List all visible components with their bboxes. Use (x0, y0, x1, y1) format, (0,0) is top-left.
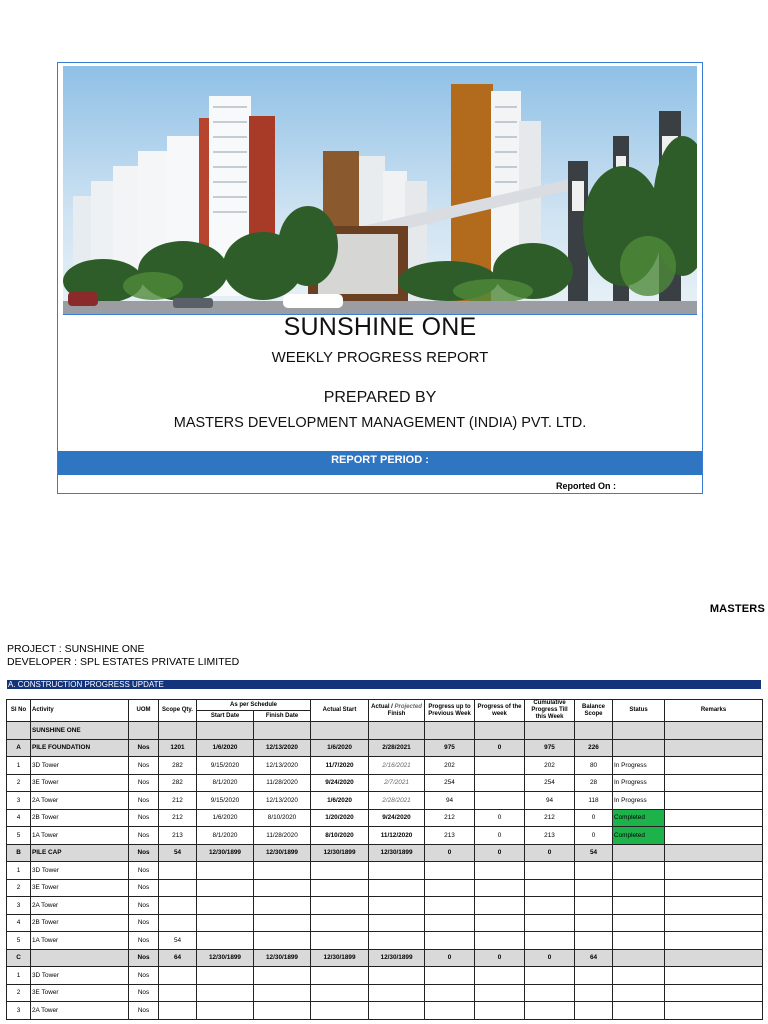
cell-start (197, 914, 254, 932)
cell-cum: 0 (525, 844, 575, 862)
cell-start: 1/6/2020 (197, 739, 254, 757)
cell-finish: 8/10/2020 (254, 809, 311, 827)
cell-bal (575, 1002, 613, 1020)
cell-scope (159, 1002, 197, 1020)
table-row (7, 757, 763, 775)
cell-remarks (665, 949, 763, 967)
cell-remarks (665, 897, 763, 915)
cell-cum: 212 (525, 809, 575, 827)
cell-remarks (665, 1002, 763, 1020)
table-row (7, 897, 763, 915)
cell-start (197, 879, 254, 897)
cell-finish: 12/30/1899 (254, 949, 311, 967)
cell-bal: 226 (575, 739, 613, 757)
cell-sl: 2 (7, 984, 31, 1002)
cell-start: 9/15/2020 (197, 792, 254, 810)
cell-afinish: 2/16/2021 (369, 757, 425, 775)
company-name: MASTERS DEVELOPMENT MANAGEMENT (INDIA) PVT. LTD. (173, 415, 587, 431)
cell-remarks (665, 809, 763, 827)
cell-status: Completed (613, 809, 665, 827)
cell-sl: 3 (7, 1002, 31, 1020)
cell-uom: Nos (129, 862, 159, 880)
cell-status (613, 932, 665, 950)
cell-astart: 11/7/2020 (311, 757, 369, 775)
prepared-by-label: PREPARED BY (323, 389, 437, 406)
cell-cum (525, 1002, 575, 1020)
cell-remarks (665, 827, 763, 845)
cell-uom: Nos (129, 774, 159, 792)
cell-cum (525, 932, 575, 950)
cell-scope: 282 (159, 774, 197, 792)
cell-uom: Nos (129, 914, 159, 932)
cell-astart (311, 897, 369, 915)
cell-uom: Nos (129, 739, 159, 757)
col-status: Status (613, 700, 665, 722)
cell-start: 12/30/1899 (197, 949, 254, 967)
table-row (7, 914, 763, 932)
cell-finish: 12/30/1899 (254, 844, 311, 862)
cell-scope (159, 967, 197, 985)
cell-week (475, 792, 525, 810)
cell-bal (575, 897, 613, 915)
cell-bal: 54 (575, 844, 613, 862)
cell-finish (254, 984, 311, 1002)
cover-page (57, 62, 703, 494)
table-row (7, 774, 763, 792)
cell-sl: 1 (7, 757, 31, 775)
cell-uom: Nos (129, 932, 159, 950)
cell-status (613, 914, 665, 932)
cell-finish: 12/13/2020 (254, 757, 311, 775)
cell-status (613, 844, 665, 862)
cell-astart: 9/24/2020 (311, 774, 369, 792)
cell-status (613, 879, 665, 897)
project-row (7, 722, 763, 740)
cell-uom: Nos (129, 879, 159, 897)
cell-scope: 212 (159, 809, 197, 827)
cell-remarks (665, 774, 763, 792)
building-render-illustration (63, 66, 697, 314)
cell-astart (311, 932, 369, 950)
cell-cum: 254 (525, 774, 575, 792)
cell-astart: 12/30/1899 (311, 844, 369, 862)
cell-afinish: 11/12/2020 (369, 827, 425, 845)
cell-act: 1A Tower (31, 932, 129, 950)
cell-uom: Nos (129, 844, 159, 862)
cell-week (475, 897, 525, 915)
cell-status (613, 897, 665, 915)
cell-finish (254, 932, 311, 950)
cell-uom: Nos (129, 827, 159, 845)
cell-bal: 80 (575, 757, 613, 775)
cell-sl: 1 (7, 967, 31, 985)
cell-finish (254, 1002, 311, 1020)
cell-bal: 118 (575, 792, 613, 810)
cell-bal (575, 914, 613, 932)
report-period-label: REPORT PERIOD : (331, 454, 429, 466)
cell-prev: 94 (425, 792, 475, 810)
cell-remarks (665, 932, 763, 950)
cell-finish: 11/28/2020 (254, 827, 311, 845)
cell-cum: 975 (525, 739, 575, 757)
cell-scope (159, 879, 197, 897)
cell-prev: 212 (425, 809, 475, 827)
cell-remarks (665, 879, 763, 897)
cell-scope: 54 (159, 844, 197, 862)
cell-sl: 5 (7, 932, 31, 950)
col-sl-no: Sl No (7, 700, 31, 722)
cell-uom: Nos (129, 1002, 159, 1020)
cell-scope: 212 (159, 792, 197, 810)
table-row (7, 792, 763, 810)
cell-bal (575, 862, 613, 880)
cell-sl: 4 (7, 914, 31, 932)
cell-finish: 11/28/2020 (254, 774, 311, 792)
table-row (7, 862, 763, 880)
cell-week (475, 984, 525, 1002)
cell-finish: 12/13/2020 (254, 792, 311, 810)
cell-start: 8/1/2020 (197, 827, 254, 845)
table-row (7, 932, 763, 950)
col-activity: Activity (31, 700, 129, 722)
cell-afinish: 2/28/2021 (369, 792, 425, 810)
cell-afinish (369, 862, 425, 880)
cell-scope: 64 (159, 949, 197, 967)
cell-status (613, 1002, 665, 1020)
table-row (7, 984, 763, 1002)
cell-prev: 254 (425, 774, 475, 792)
cell-cum: 0 (525, 949, 575, 967)
col-finish-date: Finish Date (254, 711, 311, 722)
col-uom: UOM (129, 700, 159, 722)
col-start-date: Start Date (197, 711, 254, 722)
progress-table (6, 699, 763, 1020)
cell-bal: 64 (575, 949, 613, 967)
cell-remarks (665, 792, 763, 810)
cell-week: 0 (475, 949, 525, 967)
cell-prev (425, 862, 475, 880)
developer-line: DEVELOPER : SPL ESTATES PRIVATE LIMITED (7, 656, 240, 668)
cell-week (475, 967, 525, 985)
cell-act: 3D Tower (31, 862, 129, 880)
cell-act: 2B Tower (31, 914, 129, 932)
cell-afinish: 2/7/2021 (369, 774, 425, 792)
cell-afinish (369, 897, 425, 915)
col-remarks: Remarks (665, 700, 763, 722)
section-title: A. CONSTRUCTION PROGRESS UPDATE (7, 680, 761, 689)
cover-title: SUNSHINE ONE (283, 313, 477, 341)
cell-bal: 0 (575, 827, 613, 845)
col-actual-start: Actual Start (311, 700, 369, 722)
cell-act: PILE FOUNDATION (31, 739, 129, 757)
cell-week: 0 (475, 739, 525, 757)
cell-finish: 12/13/2020 (254, 739, 311, 757)
col-cumulative: Cumulative Progress Till this Week (525, 700, 575, 722)
cell-sl: 2 (7, 879, 31, 897)
cell-uom: Nos (129, 949, 159, 967)
cell-status (613, 739, 665, 757)
col-actual-finish (369, 700, 425, 722)
project-info (7, 643, 239, 669)
cell-week (475, 879, 525, 897)
cell-week (475, 757, 525, 775)
cell-remarks (665, 967, 763, 985)
cell-status (613, 862, 665, 880)
report-period-bar (58, 451, 702, 475)
cell-cum (525, 879, 575, 897)
cell-bal (575, 879, 613, 897)
cell-status (613, 967, 665, 985)
cell-week (475, 862, 525, 880)
cell-prev: 213 (425, 827, 475, 845)
table-row (7, 809, 763, 827)
cell-start (197, 897, 254, 915)
cover-subtitle: WEEKLY PROGRESS REPORT (271, 349, 489, 366)
cell-finish (254, 967, 311, 985)
cell-act: PILE CAP (31, 844, 129, 862)
cell-cum (525, 914, 575, 932)
project-line: PROJECT : SUNSHINE ONE (7, 643, 145, 655)
cell-status: In Progress (613, 774, 665, 792)
cell-cum (525, 897, 575, 915)
cell-status: In Progress (613, 757, 665, 775)
cell-cum (525, 967, 575, 985)
cell-start: 12/30/1899 (197, 844, 254, 862)
cell-prev: 0 (425, 949, 475, 967)
cell-status (613, 984, 665, 1002)
table-row (7, 1002, 763, 1020)
cell-afinish: 2/28/2021 (369, 739, 425, 757)
cell-astart (311, 914, 369, 932)
cell-sl: 3 (7, 897, 31, 915)
cell-astart (311, 984, 369, 1002)
cell-afinish: 12/30/1899 (369, 844, 425, 862)
cell-bal: 28 (575, 774, 613, 792)
cell-cum (525, 984, 575, 1002)
cell-prev (425, 1002, 475, 1020)
cell-prev (425, 897, 475, 915)
cell-remarks (665, 984, 763, 1002)
cell-remarks (665, 862, 763, 880)
cell-uom: Nos (129, 967, 159, 985)
cell-prev: 0 (425, 844, 475, 862)
projected-label: Projected (394, 703, 422, 710)
cell-act: 3D Tower (31, 967, 129, 985)
reported-on-label: Reported On : (556, 481, 616, 491)
cell-start (197, 932, 254, 950)
cell-cum: 202 (525, 757, 575, 775)
cell-scope (159, 984, 197, 1002)
cell-sl: 1 (7, 862, 31, 880)
cell-sl: A (7, 739, 31, 757)
cell-remarks (665, 757, 763, 775)
cell-cum (525, 862, 575, 880)
cell-scope: 1201 (159, 739, 197, 757)
cell-sl: C (7, 949, 31, 967)
cell-scope: 213 (159, 827, 197, 845)
finish-label: Finish (387, 710, 406, 717)
cell-afinish: 12/30/1899 (369, 949, 425, 967)
cell-status (613, 949, 665, 967)
cell-act: 3E Tower (31, 984, 129, 1002)
cell-uom: Nos (129, 757, 159, 775)
cell-astart (311, 1002, 369, 1020)
cell-start (197, 967, 254, 985)
table-row (7, 967, 763, 985)
cell-remarks (665, 844, 763, 862)
cell-act: 3D Tower (31, 757, 129, 775)
project-row-label: SUNSHINE ONE (31, 722, 129, 740)
cell-act: 3E Tower (31, 774, 129, 792)
cell-finish (254, 879, 311, 897)
cell-afinish (369, 967, 425, 985)
cell-prev (425, 967, 475, 985)
cell-week (475, 932, 525, 950)
cell-week: 0 (475, 827, 525, 845)
cell-prev (425, 932, 475, 950)
table-row (7, 879, 763, 897)
table-group-row (7, 844, 763, 862)
table-group-row (7, 949, 763, 967)
cell-astart: 8/10/2020 (311, 827, 369, 845)
cell-prev: 975 (425, 739, 475, 757)
cell-week: 0 (475, 809, 525, 827)
cell-afinish: 9/24/2020 (369, 809, 425, 827)
cell-astart (311, 879, 369, 897)
cell-bal (575, 967, 613, 985)
cell-afinish (369, 1002, 425, 1020)
cell-start: 1/6/2020 (197, 809, 254, 827)
cell-sl: 3 (7, 792, 31, 810)
cell-act: 2A Tower (31, 897, 129, 915)
cell-scope: 282 (159, 757, 197, 775)
col-this-week: Progress of the week (475, 700, 525, 722)
cell-astart: 12/30/1899 (311, 949, 369, 967)
cell-start (197, 862, 254, 880)
cell-sl: 4 (7, 809, 31, 827)
cell-prev (425, 914, 475, 932)
table-group-row (7, 739, 763, 757)
cell-bal (575, 984, 613, 1002)
cell-finish (254, 897, 311, 915)
col-scope: Scope Qty. (159, 700, 197, 722)
cell-prev (425, 984, 475, 1002)
col-prev-week: Progress up to Previous Week (425, 700, 475, 722)
cell-scope (159, 914, 197, 932)
cell-astart (311, 967, 369, 985)
cell-astart: 1/6/2020 (311, 739, 369, 757)
cell-scope: 54 (159, 932, 197, 950)
cell-status: Completed (613, 827, 665, 845)
cell-week (475, 774, 525, 792)
cell-uom: Nos (129, 897, 159, 915)
cell-act: 2A Tower (31, 1002, 129, 1020)
table-header-row (7, 700, 763, 711)
cell-afinish (369, 914, 425, 932)
cell-act (31, 949, 129, 967)
cell-sl: 5 (7, 827, 31, 845)
cell-afinish (369, 932, 425, 950)
cell-week: 0 (475, 844, 525, 862)
cell-start: 9/15/2020 (197, 757, 254, 775)
cell-sl: B (7, 844, 31, 862)
cell-cum: 94 (525, 792, 575, 810)
project-hero-image (63, 66, 697, 315)
cell-status: In Progress (613, 792, 665, 810)
col-balance: Balance Scope (575, 700, 613, 722)
cell-start (197, 1002, 254, 1020)
cell-astart: 1/6/2020 (311, 792, 369, 810)
cell-bal (575, 932, 613, 950)
cell-remarks (665, 914, 763, 932)
cell-prev: 202 (425, 757, 475, 775)
cell-week (475, 1002, 525, 1020)
cell-finish (254, 914, 311, 932)
cell-week (475, 914, 525, 932)
cell-act: 1A Tower (31, 827, 129, 845)
col-schedule: As per Schedule (197, 700, 311, 711)
cell-act: 3E Tower (31, 879, 129, 897)
cell-afinish (369, 879, 425, 897)
cell-cum: 213 (525, 827, 575, 845)
brand-logo-text: MASTERS (709, 603, 765, 615)
cell-finish (254, 862, 311, 880)
cell-uom: Nos (129, 792, 159, 810)
cell-scope (159, 862, 197, 880)
cell-astart (311, 862, 369, 880)
cell-start (197, 984, 254, 1002)
cell-sl: 2 (7, 774, 31, 792)
cell-prev (425, 879, 475, 897)
cell-scope (159, 897, 197, 915)
cell-astart: 1/20/2020 (311, 809, 369, 827)
actual-label: Actual / (371, 703, 395, 710)
table-row (7, 827, 763, 845)
cell-act: 2A Tower (31, 792, 129, 810)
cell-act: 2B Tower (31, 809, 129, 827)
cell-remarks (665, 739, 763, 757)
cell-bal: 0 (575, 809, 613, 827)
cell-afinish (369, 984, 425, 1002)
cell-start: 8/1/2020 (197, 774, 254, 792)
cell-uom: Nos (129, 984, 159, 1002)
cell-uom: Nos (129, 809, 159, 827)
